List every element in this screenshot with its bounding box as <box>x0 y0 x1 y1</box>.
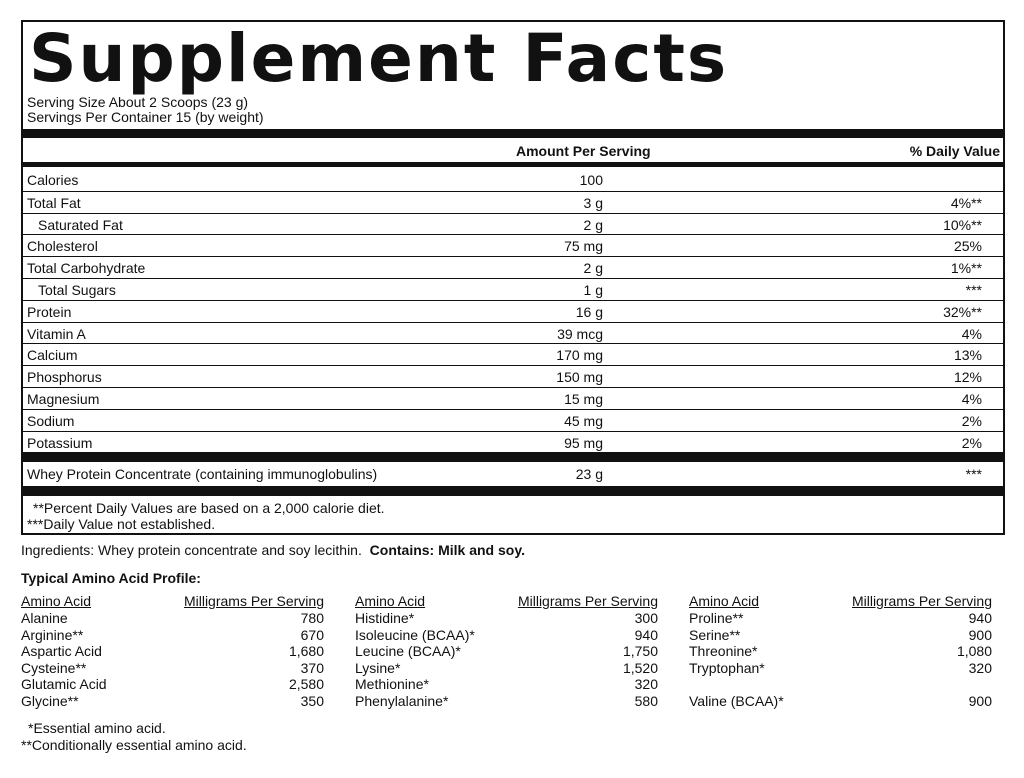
essential-note: *Essential amino acid. <box>28 720 166 736</box>
amino-acid-name: Isoleucine (BCAA)* <box>355 626 475 643</box>
nutrient-name: Calories <box>27 172 79 188</box>
supplement-facts-panel <box>21 20 1005 535</box>
amino-column-2 <box>355 593 658 710</box>
amino-row <box>355 643 658 660</box>
nutrient-amount: 2 g <box>583 260 603 277</box>
amino-acid-name: Cysteine** <box>21 659 87 676</box>
nutrient-name: Sodium <box>27 412 75 429</box>
amino-acid-mg: 900 <box>968 692 992 709</box>
amino-row <box>21 610 324 627</box>
amino-acid-name: Tryptophan* <box>689 659 765 676</box>
thick-divider <box>23 486 1003 496</box>
milligrams-header: Milligrams Per Serving <box>183 593 324 609</box>
nutrient-name: Calcium <box>27 347 78 364</box>
amino-row <box>689 610 992 627</box>
nutrient-daily-value: 25% <box>953 238 982 255</box>
amino-rows <box>21 610 324 710</box>
nutrient-row <box>23 409 1003 431</box>
amino-acid-mg: 1,080 <box>956 643 992 660</box>
nutrient-name: Whey Protein Concentrate (containing immunoglobulins) <box>27 466 378 482</box>
amino-acid-mg: 2,580 <box>288 676 324 693</box>
amino-acid-name: Proline** <box>689 610 744 626</box>
nutrient-name: Phosphorus <box>27 369 102 386</box>
amino-rows <box>355 610 658 710</box>
amino-row <box>689 676 992 693</box>
amino-acid-header: Amino Acid <box>355 593 426 609</box>
nutrient-row <box>23 234 1003 256</box>
amino-row <box>21 627 324 644</box>
amino-column-header <box>355 593 658 610</box>
nutrient-daily-value: *** <box>965 282 982 298</box>
amino-acid-mg: 580 <box>634 692 658 709</box>
nutrient-row <box>23 191 1003 213</box>
amino-row <box>689 643 992 660</box>
nutrient-row <box>23 213 1003 235</box>
nutrient-amount: 39 mcg <box>557 325 603 342</box>
amino-acid-mg: 300 <box>634 610 658 626</box>
nutrient-row <box>23 300 1003 322</box>
serving-size: Serving Size About 2 Scoops (23 g) <box>27 94 249 110</box>
amino-rows <box>689 610 992 710</box>
amino-acid-name: Alanine <box>21 610 68 626</box>
amino-column-header <box>21 593 324 610</box>
amino-acid-mg: 1,520 <box>622 659 658 676</box>
amino-acid-name: Lysine* <box>355 659 401 676</box>
nutrient-row <box>23 431 1003 453</box>
panel-title: Supplement Facts <box>29 20 729 97</box>
amino-acid-name: Aspartic Acid <box>21 643 102 660</box>
amino-acid-mg: 940 <box>634 626 658 643</box>
amino-column-3 <box>689 593 992 710</box>
nutrient-daily-value: 2% <box>961 434 982 451</box>
amino-acid-name: Serine** <box>689 626 741 643</box>
nutrient-daily-value: 4% <box>961 325 982 342</box>
amino-row <box>21 693 324 710</box>
amino-row <box>21 676 324 693</box>
nutrient-name: Vitamin A <box>27 325 86 342</box>
nutrient-name: Magnesium <box>27 391 100 407</box>
nutrient-name: Protein <box>27 303 72 320</box>
amino-acid-name: Glycine** <box>21 692 79 709</box>
nutrient-amount: 3 g <box>583 194 603 211</box>
nutrient-name: Total Carbohydrate <box>27 260 146 277</box>
amino-acid-name: Threonine* <box>689 643 758 660</box>
amount-header: Amount Per Serving <box>516 143 651 159</box>
thick-divider <box>23 162 1003 167</box>
amino-acid-mg: 370 <box>300 659 324 676</box>
amino-acid-name: Valine (BCAA)* <box>689 692 784 709</box>
amino-row <box>355 610 658 627</box>
nutrient-daily-value: 13% <box>953 347 982 364</box>
amino-row <box>355 627 658 644</box>
nutrient-row <box>23 343 1003 365</box>
amino-acid-mg: 320 <box>634 676 658 693</box>
footnote-dv: **Percent Daily Values are based on a 2,000 calorie diet. <box>33 500 385 516</box>
amino-profile-title: Typical Amino Acid Profile: <box>21 570 201 586</box>
whey-row <box>23 463 1003 485</box>
amino-acid-mg: 900 <box>968 626 992 643</box>
amino-acid-header: Amino Acid <box>689 593 760 609</box>
amino-acid-name: Leucine (BCAA)* <box>355 643 461 660</box>
amino-acid-name: Methionine* <box>355 676 429 693</box>
nutrient-row <box>23 387 1003 409</box>
nutrient-amount: 16 g <box>575 303 603 320</box>
amino-acid-name: Histidine* <box>355 610 415 626</box>
amino-row <box>21 660 324 677</box>
amino-acid-mg: 320 <box>968 659 992 676</box>
nutrient-daily-value: 2% <box>961 412 982 429</box>
nutrient-row <box>23 322 1003 344</box>
nutrient-daily-value: 32%** <box>943 303 982 320</box>
amino-acid-name: Phenylalanine* <box>355 692 449 709</box>
nutrient-amount: 170 mg <box>556 347 603 364</box>
nutrient-amount: 23 g <box>575 466 603 482</box>
amino-row <box>689 660 992 677</box>
nutrient-row <box>23 278 1003 300</box>
amino-column-1 <box>21 593 324 710</box>
amino-acid-mg: 670 <box>300 626 324 643</box>
nutrient-amount: 15 mg <box>564 391 603 407</box>
amino-acid-mg: 1,680 <box>288 643 324 660</box>
thick-divider <box>23 452 1003 462</box>
amino-acid-mg: 940 <box>968 610 992 626</box>
nutrient-amount: 100 <box>579 172 603 188</box>
amino-acid-header: Amino Acid <box>21 593 92 609</box>
nutrient-daily-value: 10%** <box>943 216 982 233</box>
nutrient-daily-value: 1%** <box>950 260 982 277</box>
nutrient-amount: 2 g <box>583 216 603 233</box>
amino-acid-name: Glutamic Acid <box>21 676 107 693</box>
thick-divider <box>23 129 1003 138</box>
nutrient-amount: 95 mg <box>564 434 603 451</box>
ingredients-line <box>21 542 525 558</box>
nutrient-name: Saturated Fat <box>38 216 123 233</box>
nutrient-name: Potassium <box>27 434 93 451</box>
amino-acid-mg: 780 <box>300 610 324 626</box>
nutrient-row <box>23 169 1003 191</box>
amino-row <box>689 627 992 644</box>
daily-value-header: % Daily Value <box>909 143 1000 159</box>
servings-per-container: Servings Per Container 15 (by weight) <box>27 109 264 125</box>
amino-row <box>355 693 658 710</box>
nutrient-name: Cholesterol <box>27 238 98 255</box>
nutrient-amount: 45 mg <box>564 412 603 429</box>
amino-row <box>355 676 658 693</box>
nutrient-name: Total Sugars <box>38 282 116 298</box>
amino-acid-mg: 350 <box>300 692 324 709</box>
ingredients-text: Ingredients: Whey protein concentrate and soy lecithin. <box>21 542 362 558</box>
nutrient-row <box>23 256 1003 278</box>
amino-column-header <box>689 593 992 610</box>
nutrient-amount: 75 mg <box>564 238 603 255</box>
amino-row <box>689 693 992 710</box>
milligrams-header: Milligrams Per Serving <box>851 593 992 609</box>
amino-acid-mg: 1,750 <box>622 643 658 660</box>
allergen-statement: Contains: Milk and soy. <box>369 542 525 558</box>
nutrient-amount: 150 mg <box>556 369 603 386</box>
nutrient-row <box>23 365 1003 387</box>
footnote-not-established: ***Daily Value not established. <box>27 516 216 532</box>
nutrient-daily-value: 12% <box>953 369 982 386</box>
nutrient-daily-value: 4% <box>961 391 982 407</box>
milligrams-header: Milligrams Per Serving <box>517 593 658 609</box>
amino-acid-name: Arginine** <box>21 626 84 643</box>
nutrient-daily-value: *** <box>965 466 982 482</box>
conditional-note: **Conditionally essential amino acid. <box>21 737 247 753</box>
amino-row <box>355 660 658 677</box>
nutrient-amount: 1 g <box>583 282 603 298</box>
nutrient-daily-value: 4%** <box>950 194 982 211</box>
amino-row <box>21 643 324 660</box>
nutrient-name: Total Fat <box>27 194 81 211</box>
